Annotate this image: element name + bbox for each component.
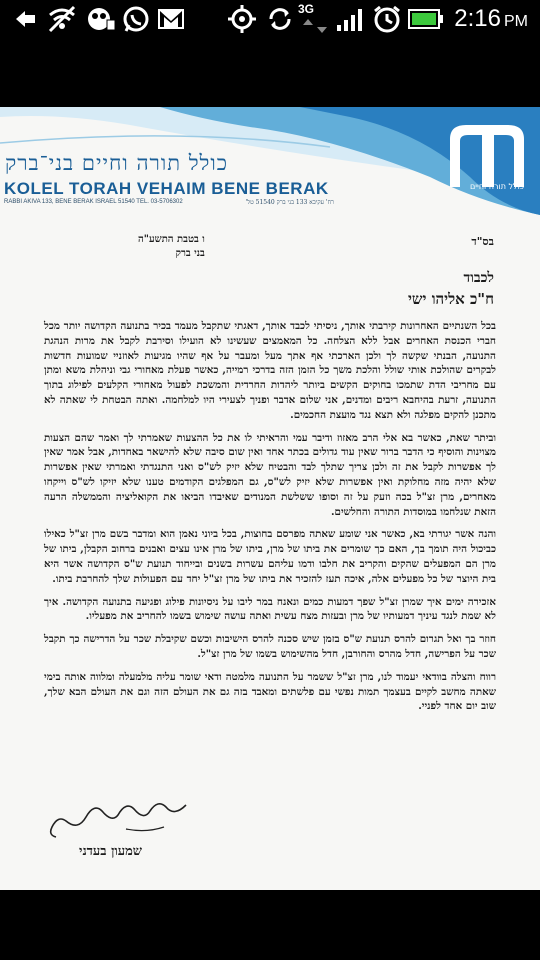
- signal-icon: [334, 4, 368, 34]
- bsd-mark: בס"ד: [471, 235, 494, 248]
- letter-date: ו בטבת התשע"ה: [138, 234, 205, 245]
- letter-body: [44, 319, 496, 722]
- letterhead-name-english: KOLEL TORAH VEHAIM BENE BERAK: [4, 179, 329, 198]
- handwritten-signature: [46, 797, 196, 842]
- letterhead-name-hebrew: כולל תורה וחיים בני־ברק: [5, 151, 228, 175]
- alarm-icon: [372, 4, 402, 34]
- gmail-icon: [156, 4, 186, 34]
- letterhead-address: [4, 199, 334, 206]
- status-bar: [0, 0, 540, 38]
- data-arrows-icon: [300, 16, 330, 36]
- sync-icon: [266, 4, 294, 34]
- paragraph: אזכירה ימים איך שמרן זצ"ל שפך דמעות כמים ונאנח במר ליבו על ניסיונות פילוג ופגיעה בתנועה הקדושה. איך לא שמת לנגד עיניך דמעותיו של מרן ובעזות מצח עשית ואתה עושה שימוש בשמו להחריב את מפעליו.: [44, 595, 496, 623]
- paragraph: וביתר שאת, כאשר בא אלי הרב מאזוז ודיבר עמי והראיתי לו את כל ההצעות שאמרתי לך ואמר שהם הצעות מצוינות והוסיף כי הדבר ברור שאין עוד גדולים בכתר אחד ואין שום סיבה שלא להישאר באחדות, אבל אמר שאין לך אפשרות לקבל את זה ולכן צריך שתלך לבד והבטיח שלא יזיק לש"ס ואני התנגדתי ואמרתי שאין אפשרות שלא יהיה מזה מחלוקת ואין אפשרות שלא יזיק לש"ס, גם המפלגים הקודמים טענו שלא יזיקו לש"ס וייקחו מאחרים, מרן זצ"ל בכה וזעק על זה וסופו ששלשת המנודים שאיבדו הביאו את הקואליציה והממשלה הרעה הזאת שנלחמו במוסדות התורה והחלשים.: [44, 431, 496, 518]
- address-english: RABBI AKIVA 133, BENE BERAK ISRAEL 51540 TEL. 03-5706302: [4, 199, 183, 205]
- logo-caption: כולל תורה וחיים: [469, 182, 524, 191]
- status-clock: 2:16 PM: [454, 5, 528, 32]
- network-type-label: 3G: [298, 2, 315, 16]
- recipient-honorific: לכבוד: [463, 270, 494, 286]
- gps-icon: [226, 4, 258, 34]
- recipient-name: ח"כ אליהו ישי: [407, 290, 494, 308]
- app-icon: [84, 4, 118, 34]
- address-hebrew: רח' עקיבא 133 בני ברק 51540 טל': [245, 199, 334, 206]
- wifi-off-icon: [46, 4, 78, 34]
- letter-date-place: [138, 233, 205, 261]
- paragraph: [44, 670, 496, 714]
- letter-place: בני ברק: [175, 248, 205, 259]
- paragraph-text: רווח והצלה בוודאי יעמוד לנו, מרן זצ"ל ששמר על התנועה מלמטה ודאי שומר עליה מלמעלה ומלווה אותה בימי שאתה מחשב לקיים בעצמך תמות נפשי עם פלשתים ומאבד בזה גם את העולם הזה וגם את העולם הבא שלך,: [44, 670, 496, 698]
- paragraph: בכל השנתיים האחרונות קירבתי אותך, ניסיתי לכבד אותך, דאגתי שתקבל מעמד בכיר בתנועה הקדושה יותר מכל חברי הכנסת האחרים אבל ללא הצלחה. כל המאמצים שעשינו לא הועילו וסירבת לקבל את מרות הנהגת התנועה, הבנתי שקשה לך ולכן הארכתי אף אתך מעל ומעבר על אף שהיו מגיעות לאוזניי שמועות חדשות לבקרים שהולכת אותי שולל והלכת משך כל הזמן הזה בדרכי רמייה, כאשר פעלת מאחורי גבי וניהלת משא ומתן עם מחריבי הדת שתמכו בחוקים הקשים ביותר ליהדות החרדית והמשכת לפעול מאחורי הקלעים לפילוג בתוך התנועה, זרעת בהיחבא ריבים ומדנים, אני שלום אדבר ופניך לצעירי היו למלחמה. ואתה הבטחת לי שאתה לא מתכנן להקים מפלגה ולא תצא נגד מועצת החכמים.: [44, 320, 496, 421]
- closing-phrase: שוב יום אחד לפניי.: [418, 700, 496, 713]
- paragraph: והנה אשר יגורתי בא, כאשר אני שומע שאתה מפרסם בחוצות, בכל ביוני נאמן הוא ומדבר בשם מרן זצ"ל כאילו כביכול היה תומך בך, האם כך שומרים את ביתו של מרן, ביתו של מרן אינו עצים ואבנים ברחוב הקבלן, ביתו של מרן הם המפעלים שהקים והקריב את חלבו ודמו עליהם עשרות בשנים ובייחוד תנועת ש"ס הקדושה אשר היא בית היוצר של כל מפעלים אלה, איכה תעז להזכיר את ביתו של מרן זצ"ל יחד עם הפעולות שלך להחרבת ביתו.: [44, 528, 496, 585]
- whatsapp-icon: [122, 4, 150, 34]
- battery-icon: [408, 4, 444, 34]
- back-icon: [12, 4, 40, 34]
- signature-name: שמעון בעדני: [79, 844, 142, 859]
- letter-document: [0, 107, 540, 890]
- paragraph: חוזר בך ואל תגרום להרס תנועת ש"ס בזמן שיש סכנה להרס הישיבות וכשם שקיבלת שכר על הדרישה כך תקבל שכר על הפרישה, חדל מהרס והחורבן, חדל מהשימוש בשמו של מרן זצ"ל.: [44, 633, 496, 660]
